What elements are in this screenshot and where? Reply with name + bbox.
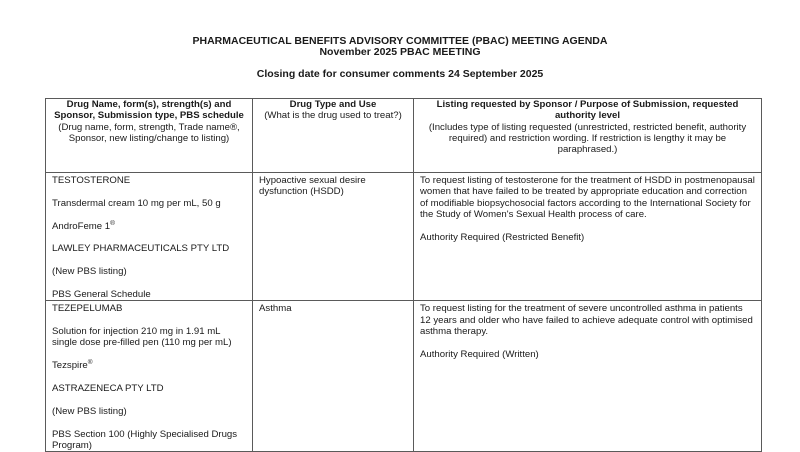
column-header-drug xyxy=(46,99,253,173)
listing-purpose: To request listing for the treatment of severe uncontrolled asthma in patients 12 years and older who have failed to achieve adequate control with optimised asthma therapy. xyxy=(420,303,753,337)
authority-level: Authority Required (Written) xyxy=(420,348,539,360)
closing-date: Closing date for consumer comments 24 September 2025 xyxy=(256,68,544,80)
trade-name: AndroFeme 1® xyxy=(52,219,115,232)
trade-name: Tezspire® xyxy=(52,358,93,372)
meeting-subtitle: November 2025 PBAC MEETING xyxy=(319,46,481,58)
purpose-cell xyxy=(414,301,762,452)
column-header-use-title: Drug Type and Use xyxy=(289,99,377,110)
column-header-use xyxy=(253,99,414,173)
use-cell xyxy=(253,301,414,452)
agenda-title: PHARMACEUTICAL BENEFITS ADVISORY COMMITTEE (PBAC) MEETING AGENDA xyxy=(192,35,608,47)
registered-mark: ® xyxy=(87,358,93,366)
column-header-drug-note: (Drug name, form, strength, Trade name®, Sponsor, new listing/change to listing) xyxy=(58,121,240,144)
drug-form: Transdermal cream 10 mg per mL, 50 g xyxy=(52,197,221,209)
sponsor-name: LAWLEY PHARMACEUTICALS PTY LTD xyxy=(52,243,230,255)
drug-form: Solution for injection 210 mg in 1.91 mL single dose pre-filled pen (110 mg per mL) xyxy=(52,326,232,349)
listing-type: (New PBS listing) xyxy=(52,405,127,417)
pbs-schedule: PBS General Schedule xyxy=(52,288,151,300)
column-header-listing-note: (Includes type of listing requested (unrestricted, restricted benefit, authority required) and restriction wording. If restriction is lengthy it may be paraphrased.) xyxy=(428,121,747,156)
agenda-table xyxy=(45,98,762,452)
drug-cell xyxy=(46,301,253,452)
column-header-listing-title: Listing requested by Sponsor / Purpose of Submission, requested authority level xyxy=(436,99,739,122)
drug-cell xyxy=(46,173,253,301)
column-header-use-note: (What is the drug used to treat?) xyxy=(264,110,402,122)
listing-purpose: To request listing of testosterone for the treatment of HSDD in postmenopausal women that have failed to be treated by appropriate education and correction of modifiable biopsychosocial factors according to the International Society for the Study of Women's Sexual Health process of care. xyxy=(420,175,755,220)
use-cell xyxy=(253,173,414,301)
drug-name: TEZEPELUMAB xyxy=(52,303,123,315)
table-row xyxy=(46,173,762,301)
table-header-row xyxy=(46,99,762,173)
column-header-drug-title: Drug Name, form(s), strength(s) and Sponsor, Submission type, PBS schedule xyxy=(54,99,244,122)
listing-type: (New PBS listing) xyxy=(52,266,127,278)
drug-name: TESTOSTERONE xyxy=(52,175,131,186)
column-header-listing xyxy=(414,99,762,173)
pbs-schedule: PBS Section 100 (Highly Specialised Drugs Program) xyxy=(52,428,238,451)
sponsor-name: ASTRAZENECA PTY LTD xyxy=(52,382,164,394)
drug-use: Hypoactive sexual desire dysfunction (HSDD) xyxy=(259,175,366,198)
registered-mark: ® xyxy=(110,219,115,227)
drug-use: Asthma xyxy=(259,303,292,315)
purpose-cell xyxy=(414,173,762,301)
authority-level: Authority Required (Restricted Benefit) xyxy=(420,231,585,243)
table-row xyxy=(46,301,762,452)
